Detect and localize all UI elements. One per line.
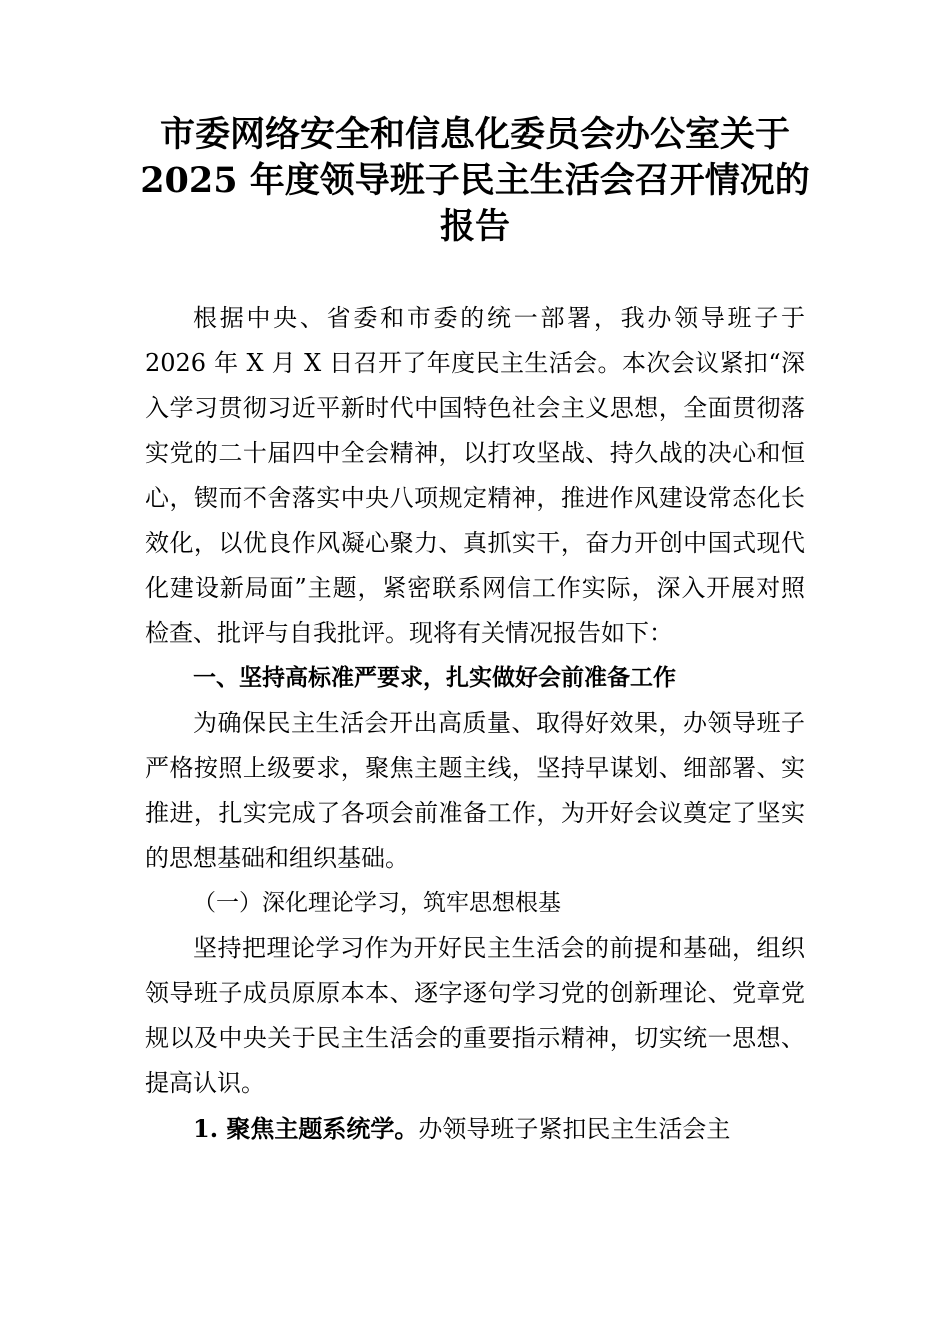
subsection-1-paragraph: 坚持把理论学习作为开好民主生活会的前提和基础，组织领导班子成员原原本本、逐字逐句学习党的创新理论、党章党规以及中央关于民主生活会的重要指示精神，切实统一思想、提高认识。 (145, 934, 805, 1097)
document-body (145, 296, 805, 1152)
subsection-1-heading: （一）深化理论学习，筑牢思想根基 (193, 890, 561, 916)
document-title (120, 112, 830, 250)
section-1-heading: 一、坚持高标准严要求，扎实做好会前准备工作 (193, 665, 676, 691)
section-1-paragraph: 为确保民主生活会开出高质量、取得好效果，办领导班子严格按照上级要求，聚焦主题主线，坚持早谋划、细部署、实推进，扎实完成了各项会前准备工作，为开好会议奠定了坚实的思想基础和组织基础。 (145, 709, 805, 872)
item-1-lead: 1. 聚焦主题系统学。 (193, 1114, 419, 1143)
title-line-3: 报告 (439, 206, 510, 247)
intro-paragraph: 根据中央、省委和市委的统一部署，我办领导班子于2026 年 X 月 X 日召开了年度民主生活会。本次会议紧扣“深入学习贯彻习近平新时代中国特色社会主义思想，全面贯彻落实党的二十届四中全会精神，以打攻坚战、持久战的决心和恒心，锲而不舍落实中央八项规定精神，推进作风建设常态化长效化，以优良作风凝心聚力、真抓实干，奋力开创中国式现代化建设新局面”主题，紧密联系网信工作实际，深入开展对照检查、批评与自我批评。现将有关情况报告如下： (145, 304, 805, 647)
item-1-text: 办领导班子紧扣民主生活会主 (418, 1115, 731, 1143)
title-line-1: 市委网络安全和信息化委员会办公室关于 (159, 114, 790, 155)
item-1-paragraph (145, 1106, 805, 1152)
title-line-2: 2025 年度领导班子民主生活会召开情况的 (140, 160, 810, 201)
